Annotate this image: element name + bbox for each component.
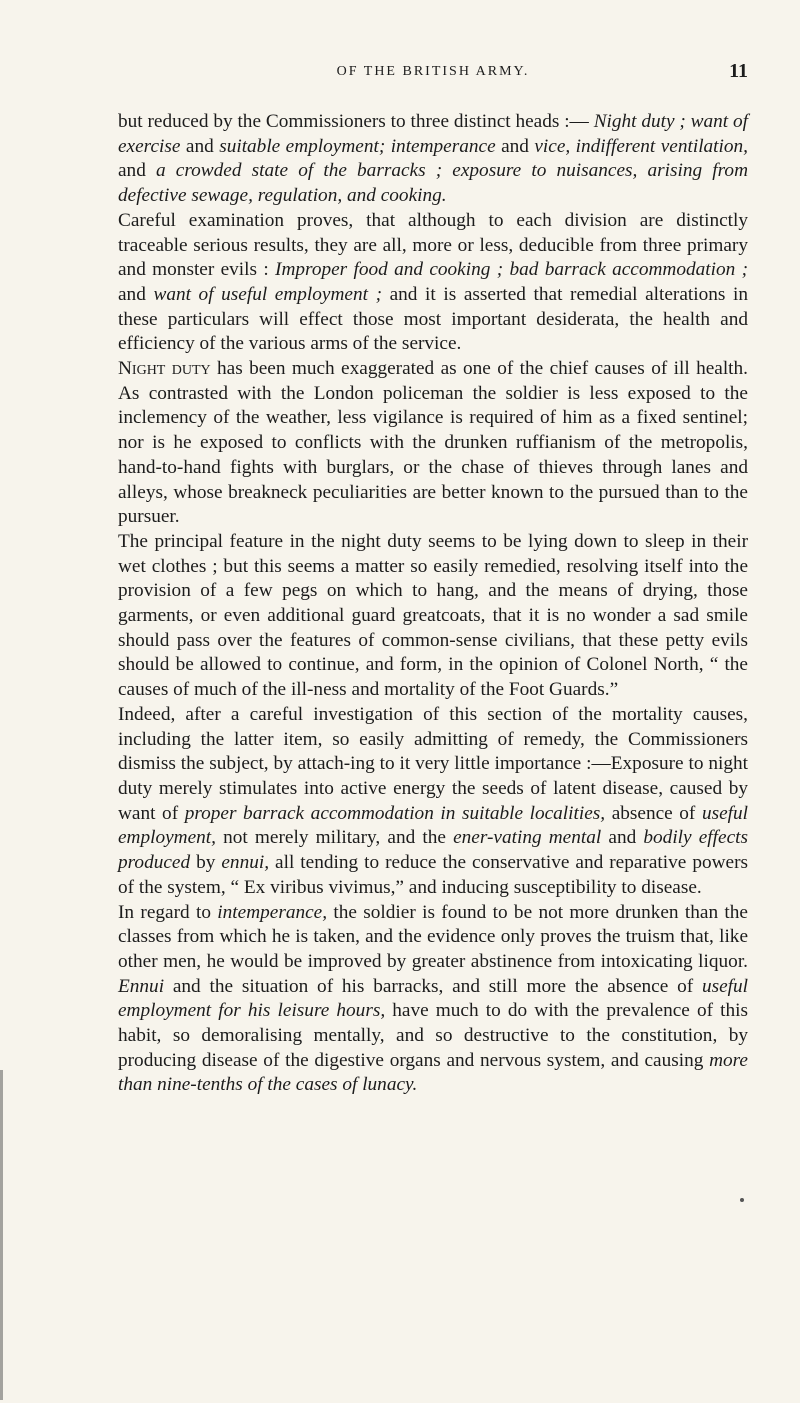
text-run: and it is asserted that remedial alterations in these particulars will effect those most important desiderata, the health and efficiency of the various arms of the service. xyxy=(118,283,748,355)
text-run: have much to do with the prevalence of this habit, so demoralising mentally, and so destructive to the constitution, by producing disease of the digestive organs and nervous system, and causing xyxy=(118,1000,748,1071)
paragraph xyxy=(118,209,748,357)
italic-text: useful employment, xyxy=(118,802,748,849)
text-run: and xyxy=(118,283,154,305)
paragraph xyxy=(118,703,748,901)
italic-text: want of useful employment ; xyxy=(153,283,382,305)
italic-text: vice, indifferent ventilation, xyxy=(534,135,749,157)
italic-text: ennui, xyxy=(221,852,270,874)
italic-text: proper barrack accommodation in suitable localities, xyxy=(184,802,606,824)
italic-text: ener-vating mental xyxy=(453,827,602,849)
text-run: all tending to reduce the conservative and reparative powers of the system, “ Ex viribus vivimus,” and inducing susceptibility to disease. xyxy=(118,852,749,898)
text-run: Indeed, after a careful investigation of this section of the mortality causes, including the latter item, so easily admitting of remedy, the Commissioners dismiss the subject, by attach-ing to it very little importance :—Exposure to night duty merely stimulates into active energy the seeds of latent disease, caused by want of xyxy=(118,703,748,824)
text-run: and xyxy=(601,827,644,849)
page-edge-rule xyxy=(0,1070,3,1400)
italic-text: useful employment for his leisure hours, xyxy=(118,975,748,1022)
page-number: 11 xyxy=(729,60,748,82)
text-run: but reduced by the Commissioners to three distinct heads :— xyxy=(118,111,594,132)
italic-text: Improper food and cooking ; bad barrack accommodation ; xyxy=(275,259,748,281)
text-run: has been much exaggerated as one of the chief causes of ill health. As contrasted with the London policeman the soldier is less exposed to the inclemency of the weather, less vigilance is required of him as a fixed sentinel; nor is he exposed to conflicts with the drunken ruffianism of the metropolis, hand-to-hand fights with burglars, or the chase of thieves through lanes and alleys, whose breakneck peculiarities are better known to the pursued than to the pursuer. xyxy=(118,358,749,528)
text-run: by xyxy=(190,852,222,874)
body-text xyxy=(118,110,748,1098)
page-header xyxy=(118,60,748,90)
italic-text: Ennui xyxy=(118,975,165,997)
text-run: Careful examination proves, that although to each division are distinctly traceable serious results, they are all, more or less, deducible from three primary and monster evils : xyxy=(118,209,748,281)
text-run: not merely military, and the xyxy=(215,827,454,849)
text-run: the soldier is found to be not more drunken than the classes from which he is taken, and the evidence only proves the truism that, like other men, he would be improved by greater abstinence from intoxicating liquor. xyxy=(118,901,748,972)
text-run: and the situation of his barracks, and still more the absence of xyxy=(164,975,702,997)
ink-speck xyxy=(740,1198,744,1202)
paragraph xyxy=(118,530,748,703)
italic-text: Night duty ; want of exercise xyxy=(118,111,748,157)
paragraph xyxy=(118,901,748,1099)
paragraph xyxy=(118,110,748,209)
italic-text: more than nine-tenths of the cases of lunacy. xyxy=(118,1049,748,1096)
text-run: absence of xyxy=(605,802,702,824)
italic-text: a crowded state of the barracks ; exposure to nuisances, arising from defective sewage, regulation, and cooking. xyxy=(118,160,748,207)
running-title: OF THE BRITISH ARMY. xyxy=(336,64,530,79)
italic-text: bodily effects produced xyxy=(118,827,748,874)
small-caps-text: Night duty xyxy=(118,358,211,380)
text-run: and xyxy=(495,135,535,157)
paragraph xyxy=(118,357,748,530)
italic-text: suitable employment; intemperance xyxy=(219,135,496,157)
text-run: and xyxy=(180,135,220,157)
italic-text: intemperance, xyxy=(217,901,328,923)
text-run: and xyxy=(118,160,156,182)
text-run: The principal feature in the night duty seems to be lying down to sleep in their wet clothes ; but this seems a matter so easily remedied, resolving itself into the provision of a few pegs on which to hang, and the means of drying, those garments, or even additional guard greatcoats, that it is no wonder a sad smile should pass over the features of common-sense civilians, that these petty evils should be allowed to continue, and form, in the opinion of Colonel North, “ the causes of much of the ill-ness and mortality of the Foot Guards.” xyxy=(118,530,748,701)
text-run: In regard to xyxy=(118,901,218,923)
